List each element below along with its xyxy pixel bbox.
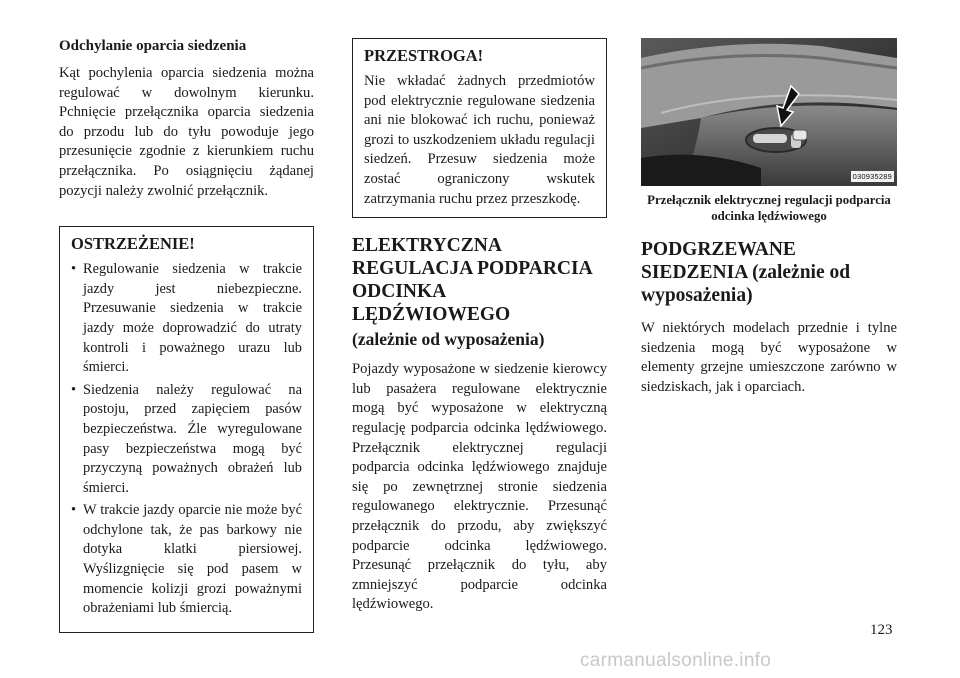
warning-title: OSTRZEŻENIE!	[71, 234, 195, 254]
heated-seats-paragraph: W niektórych modelach przednie i tylne siedzenia mogą być wyposażone w elementy grzejne umieszczone zarówno w siedziskach, jak i oparciach.	[641, 320, 897, 395]
warning-item: • Siedzenia należy regulować na postoju, przed zapięciem pasów bezpieczeństwa. Źle wyregulowane pasy bezpieczeństwa mogą być przyczyną poważnych obrażeń lub śmierci.	[71, 381, 302, 499]
image-code: 030935289	[852, 172, 892, 181]
warning-item: • W trakcie jazdy oparcie nie może być odchylone tak, że pas barkowy nie dotyka klatki piersiowej. Wyślizgnięcie się pod pasem w momencie kolizji grozi poważnymi obrażeniami lub śmiercią.	[71, 501, 302, 619]
column-right	[641, 38, 897, 397]
caution-title: PRZESTROGA!	[364, 46, 484, 65]
lumbar-switch-photo	[641, 38, 897, 186]
watermark: carmanualsonline.info	[580, 650, 772, 671]
warning-box	[59, 226, 314, 633]
caution-text: Nie wkładać żadnych przedmiotów pod elektrycznie regulowane siedzenia ani nie blokować ich ruchu, ponieważ grozi to uszkodzeniem układu regulacji siedzeń. Przesuw siedzenia może zostać ograniczony wskutek zatrzymania ruchu przez przeszkodę.	[364, 73, 595, 207]
warning-item: • Regulowanie siedzenia w trakcie jazdy jest niebezpieczne. Przesuwanie siedzenia w trakcie jazdy może doprowadzić do utraty kontroli i poważnego urazu lub śmierci.	[71, 260, 302, 378]
caution-box	[352, 38, 607, 218]
warning-list	[71, 260, 302, 619]
lumbar-section-subtitle: (zależnie od wyposażenia)	[352, 329, 545, 350]
recline-paragraph: Kąt pochylenia oparcia siedzenia można regulować w dowolnym kierunku. Pchnięcie przełącznika oparcia siedzenia do przodu lub do tyłu powoduje jego przesunięcie zgodnie z kierunkiem ruchu przełącznika. Po osiągnięciu żądanej pozycji należy zwolnić przełącznik.	[59, 65, 314, 199]
lumbar-paragraph: Pojazdy wyposażone w siedzenie kierowcy lub pasażera regulowane elektrycznie mogą być wyposażone w elektryczną regulację podparcia odcinka lędźwiowego. Przełącznik elektrycznej regulacji podparcia odcinka lędźwiowego znajduje się po zewnętrznej stronie siedzenia regulowanego elektrycznie. Przesunąć przełącznik do przodu, aby zwiększyć podparcie odcinka lędźwiowego. Przesunąć przełącznik do tyłu, aby zmniejszyć podparcie odcinka lędźwiowego.	[352, 361, 607, 613]
photo-caption: Przełącznik elektrycznej regulacji podparcia odcinka lędźwiowego	[647, 193, 891, 223]
column-left	[59, 38, 314, 633]
seat-photo-illustration	[641, 38, 897, 186]
heated-seats-title: PODGRZEWANE SIEDZENIA (zależnie od wyposażenia)	[641, 239, 851, 306]
recline-subheading: Odchylanie oparcia siedzenia	[59, 38, 247, 54]
column-middle	[352, 38, 607, 615]
page-number: 123	[870, 622, 893, 638]
lumbar-section-title: ELEKTRYCZNA REGULACJA PODPARCIA ODCINKA LĘDŹWIOWEGO	[352, 235, 592, 326]
